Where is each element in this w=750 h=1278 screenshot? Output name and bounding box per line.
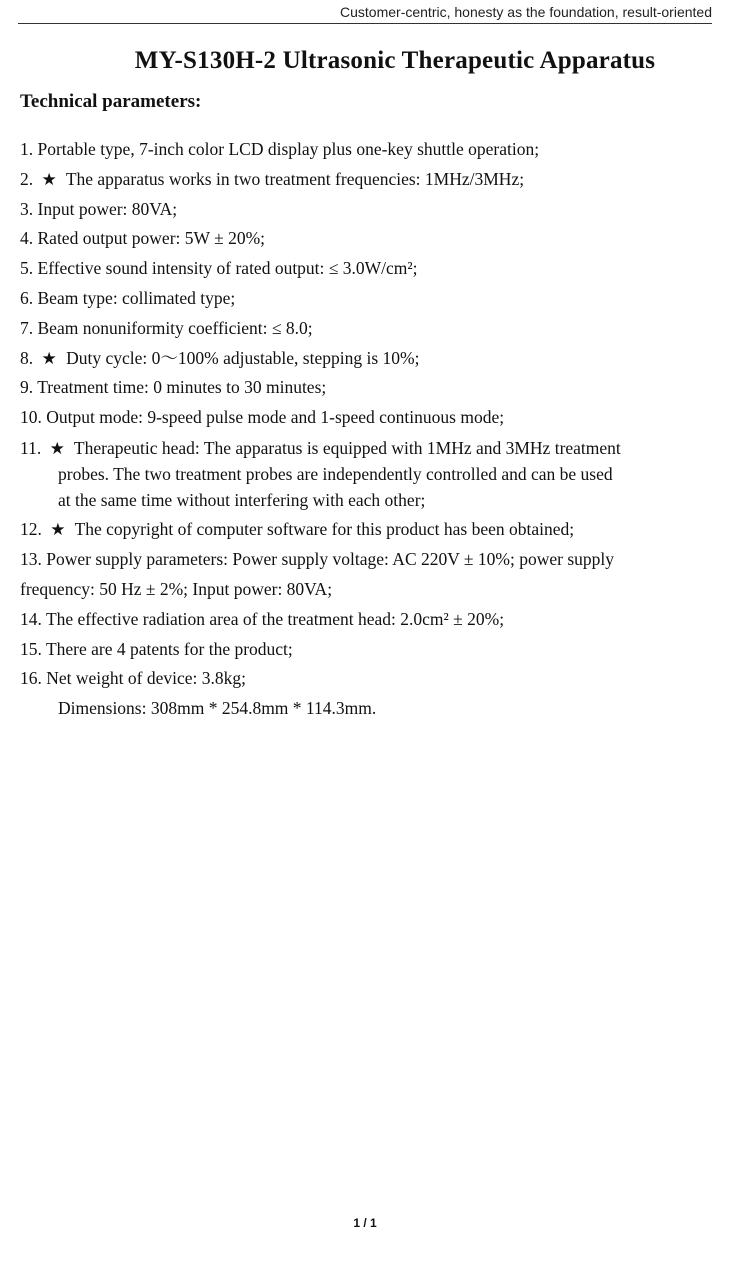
param-number: 16. — [20, 668, 42, 689]
param-text: Beam type: collimated type; — [37, 287, 236, 308]
param-number: 7. — [20, 317, 34, 338]
param-item-5 — [0, 256, 750, 286]
param-text: Portable type, 7-inch color LCD display plus one-key shuttle operation; — [37, 139, 540, 159]
param-item-3 — [0, 197, 750, 227]
param-text: The apparatus works in two treatment frequencies: 1MHz/3MHz; — [65, 168, 525, 189]
param-text: Rated output power: 5W ± 20%; — [37, 228, 266, 249]
star-icon: ★ — [50, 520, 66, 541]
param-item-7 — [0, 316, 750, 346]
param-number: 12. — [20, 519, 42, 540]
param-text: Treatment time: 0 minutes to 30 minutes; — [37, 377, 327, 398]
star-icon: ★ — [41, 348, 57, 369]
param-text: There are 4 patents for the product; — [45, 638, 293, 659]
param-text: Effective sound intensity of rated output: ≤ 3.0W/cm²; — [37, 258, 418, 279]
param-item-6 — [0, 286, 750, 316]
document-title: MY-S130H-2 Ultrasonic Therapeutic Apparatus — [134, 47, 656, 74]
param-item-9 — [0, 375, 750, 405]
param-number: 8. — [20, 347, 34, 368]
header-tagline: Customer-centric, honesty as the foundation, result-oriented — [340, 4, 712, 20]
param-text: Input power: 80VA; — [37, 198, 178, 219]
param-text: The copyright of computer software for this product has been obtained; — [74, 519, 575, 540]
param-number: 2. — [20, 168, 34, 189]
param-text: Therapeutic head: The apparatus is equipped with 1MHz and 3MHz treatment — [73, 437, 621, 458]
param-item-2 — [0, 167, 750, 197]
param-item-11 — [0, 435, 750, 518]
param-item-13 — [0, 547, 750, 607]
param-text: Net weight of device: 3.8kg; — [46, 668, 246, 689]
param-item-10 — [0, 405, 750, 435]
param-text: Output mode: 9-speed pulse mode and 1-speed continuous mode; — [46, 407, 505, 428]
param-number: 13. — [20, 549, 42, 570]
param-number: 11. — [20, 437, 42, 458]
section-heading: Technical parameters: — [20, 91, 202, 112]
param-text: Beam nonuniformity coefficient: ≤ 8.0; — [37, 317, 313, 338]
technical-parameters-list — [0, 137, 750, 726]
param-item-4 — [0, 226, 750, 256]
param-text-continuation: frequency: 50 Hz ± 2%; Input power: 80VA; — [20, 579, 333, 600]
param-text-continuation: at the same time without interfering with each other; — [58, 489, 426, 510]
param-text: Power supply parameters: Power supply voltage: AC 220V ± 10%; power supply — [46, 549, 615, 570]
param-item-1 — [0, 137, 750, 167]
header-divider — [18, 23, 712, 24]
param-number: 4. — [20, 228, 34, 249]
param-number: 3. — [20, 198, 34, 219]
param-text-continuation: probes. The two treatment probes are independently controlled and can be used — [58, 463, 613, 484]
page-number: 1 / 1 — [353, 1216, 377, 1230]
param-number: 9. — [20, 377, 34, 398]
star-icon: ★ — [41, 169, 57, 190]
param-text: The effective radiation area of the treatment head: 2.0cm² ± 20%; — [45, 608, 505, 629]
param-number: 6. — [20, 287, 34, 308]
param-number: 10. — [20, 407, 42, 428]
param-number: 5. — [20, 258, 34, 279]
param-item-8 — [0, 346, 750, 376]
param-item-15 — [0, 637, 750, 667]
param-item-14 — [0, 607, 750, 637]
param-item-16 — [0, 666, 750, 726]
param-text-continuation: Dimensions: 308mm * 254.8mm * 114.3mm. — [58, 698, 377, 719]
param-item-12 — [0, 517, 750, 547]
star-icon: ★ — [49, 438, 65, 459]
param-text: Duty cycle: 0～100% adjustable, stepping is 10%; — [66, 347, 420, 368]
param-number: 14. — [20, 608, 42, 629]
param-number: 1. — [20, 139, 34, 159]
param-number: 15. — [20, 638, 42, 659]
